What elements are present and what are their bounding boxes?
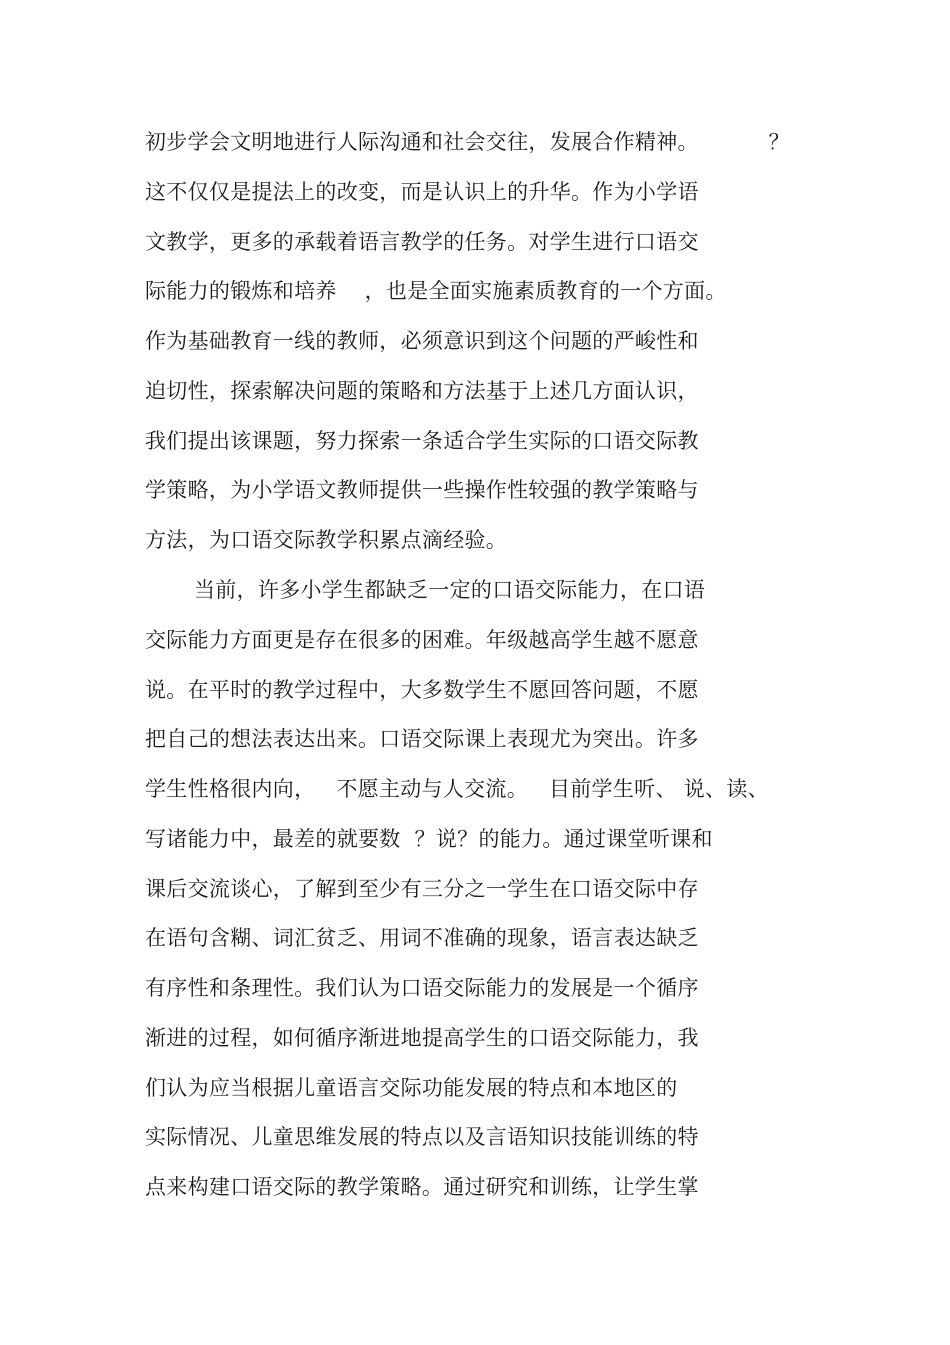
text-line: 渐进的过程，如何循序渐进地提高学生的口语交际能力，我	[145, 1026, 699, 1050]
text-line: 有序性和条理性。我们认为口语交际能力的发展是一个循序	[145, 976, 699, 1000]
text-line: 我们提出该课题，努力探索一条适合学生实际的口语交际教	[145, 429, 699, 453]
text-line: 作为基础教育一线的教师，必须意识到这个问题的严峻性和	[145, 329, 699, 353]
text-line: 学策略，为小学语文教师提供一些操作性较强的教学策略与	[145, 478, 699, 502]
text-line: 这不仅仅是提法上的改变，而是认识上的升华。作为小学语	[145, 180, 699, 204]
paragraph-start-line: 当前，许多小学生都缺乏一定的口语交际能力，在口语	[194, 578, 706, 602]
text-line: 把自己的想法表达出来。口语交际课上表现尤为突出。许多	[145, 727, 699, 751]
text-line: 实际情况、儿童思维发展的特点以及言语知识技能训练的特	[145, 1125, 699, 1149]
text-line: 方法，为口语交际教学积累点滴经验。	[145, 528, 508, 552]
text-line: 说。在平时的教学过程中，大多数学生不愿回答问题，不愿	[145, 678, 699, 702]
text-line: 际能力的锻炼和培养 ，也是全面实施素质教育的一个方面。	[145, 279, 727, 303]
text-line: 交际能力方面更是存在很多的困难。年级越高学生越不愿意	[145, 628, 699, 652]
text-line: 迫切性，探索解决问题的策略和方法基于上述几方面认识，	[145, 379, 699, 403]
text-line: 文教学，更多的承载着语言教学的任务。对学生进行口语交	[145, 230, 699, 254]
text-line: 在语句含糊、词汇贫乏、用词不准确的现象，语言表达缺乏	[145, 926, 699, 950]
text-line: 课后交流谈心，了解到至少有三分之一学生在口语交际中存	[145, 877, 699, 901]
text-line: 们认为应当根据儿童语言交际功能发展的特点和本地区的	[145, 1076, 678, 1100]
text-line: 点来构建口语交际的教学策略。通过研究和训练，让学生掌	[145, 1175, 699, 1199]
text-line: 写诸能力中，最差的就要数 ？说？的能力。通过课堂听课和	[145, 827, 713, 851]
text-line: 学生性格很内向， 不愿主动与人交流。 目前学生听、 说、读、	[145, 777, 769, 801]
text-line: 初步学会文明地进行人际沟通和社会交往，发展合作精神。 ？	[145, 130, 790, 154]
